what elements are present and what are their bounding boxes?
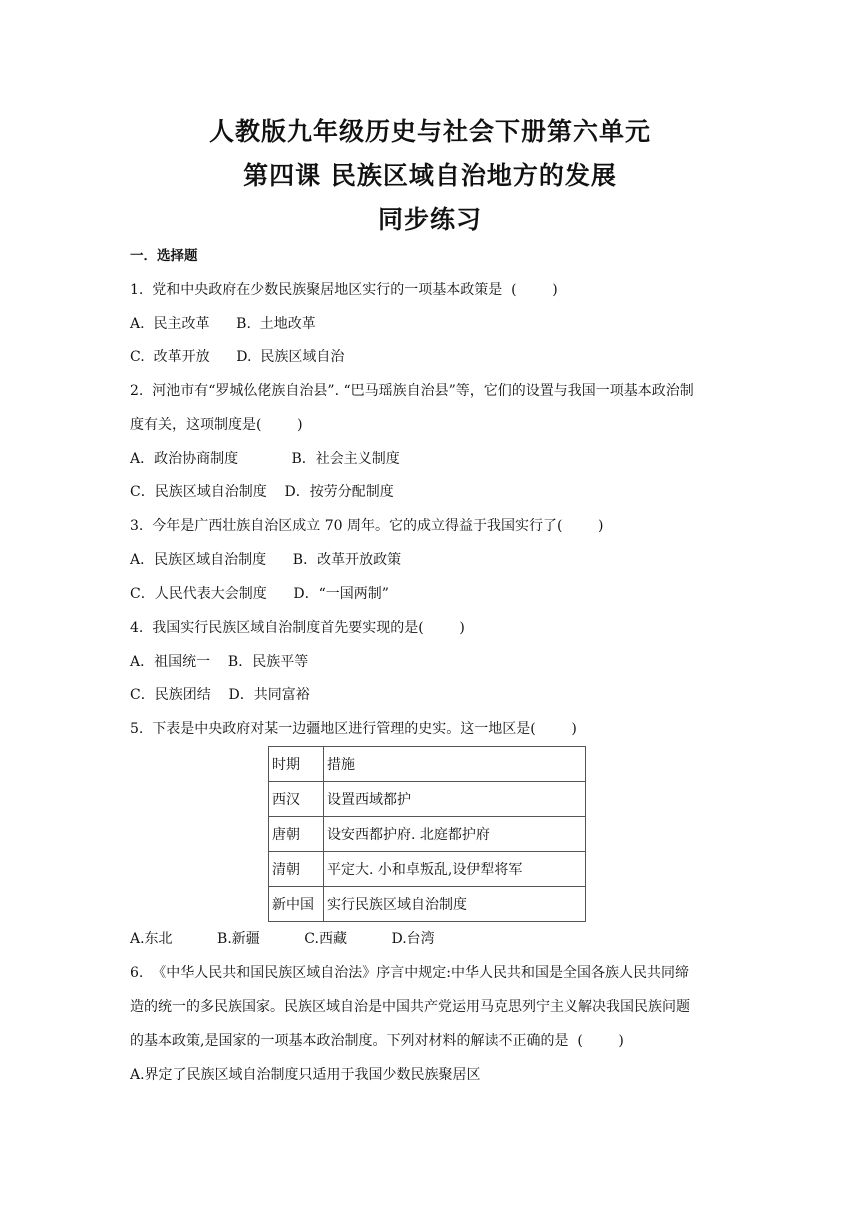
table-row [269, 852, 586, 887]
title-line-2: 第四课 民族区域自治地方的发展 [243, 161, 617, 190]
table-cell-measure: 设置西域都护 [324, 782, 586, 817]
question-1-options-ab: A. 民主改革 B. 土地改革 [130, 316, 316, 332]
question-4-options-cd: C．民族团结 D．共同富裕 [130, 687, 310, 703]
question-5-stem: 5. 下表是中央政府对某一边疆地区进行管理的史实。这一地区是( ) [130, 721, 577, 737]
question-6-option-a: A.界定了民族区域自治制度只适用于我国少数民族聚居区 [130, 1067, 481, 1083]
table-cell-measure: 实行民族区域自治制度 [324, 887, 586, 922]
table-row [269, 782, 586, 817]
table-cell-measure: 平定大. 小和卓叛乱,设伊犁将军 [324, 852, 586, 887]
table-cell-period: 唐朝 [269, 817, 324, 852]
table-header-row [269, 747, 586, 782]
table-cell-period: 新中国 [269, 887, 324, 922]
question-6-stem-line-3: 的基本政策,是国家的一项基本政治制度。下列对材料的解读不正确的是 ( ) [130, 1033, 624, 1049]
section-heading: 一．选择题 [130, 248, 198, 264]
question-3-options-ab: A．民族区域自治制度 B．改革开放政策 [130, 552, 402, 568]
question-2-stem-line-1: 2. 河池市有“罗城仫佬族自治县”. “巴马瑶族自治县”等，它们的设置与我国一项基本政治制 [130, 383, 694, 399]
history-table [268, 746, 586, 922]
table-header-cell: 时期 [269, 747, 324, 782]
question-2-options-ab: A．政治协商制度 B．社会主义制度 [130, 451, 400, 467]
question-1-stem: 1. 党和中央政府在少数民族聚居地区实行的一项基本政策是 ( ) [130, 282, 558, 298]
question-3-options-cd: C．人民代表大会制度 D．“一国两制” [130, 586, 389, 602]
question-6-stem-line-2: 造的统一的多民族国家。民族区域自治是中国共产党运用马克思列宁主义解决我国民族问题 [130, 999, 690, 1015]
table-cell-measure: 设安西都护府. 北庭都护府 [324, 817, 586, 852]
table-row [269, 817, 586, 852]
question-2-options-cd: C．民族区域自治制度 D．按劳分配制度 [130, 484, 394, 500]
title-line-1: 人教版九年级历史与社会下册第六单元 [208, 117, 651, 146]
question-4-options-ab: A．祖国统一 B．民族平等 [130, 654, 309, 670]
table-cell-period: 清朝 [269, 852, 324, 887]
question-6-stem-line-1: 6. 《中华人民共和国民族区域自治法》序言中规定:中华人民共和国是全国各族人民共同缔 [130, 965, 689, 981]
table-cell-period: 西汉 [269, 782, 324, 817]
question-4-stem: 4. 我国实行民族区域自治制度首先要实现的是( ) [130, 620, 465, 636]
question-3-stem: 3. 今年是广西壮族自治区成立 70 周年。它的成立得益于我国实行了( ) [130, 518, 604, 534]
table-row [269, 887, 586, 922]
question-2-stem-line-2: 度有关，这项制度是( ) [130, 417, 303, 433]
question-1-options-cd: C. 改革开放 D. 民族区域自治 [130, 349, 345, 365]
title-line-3: 同步练习 [377, 205, 482, 234]
question-5-options: A.东北 B.新疆 C.西藏 D.台湾 [130, 931, 435, 947]
table-header-cell: 措施 [324, 747, 586, 782]
